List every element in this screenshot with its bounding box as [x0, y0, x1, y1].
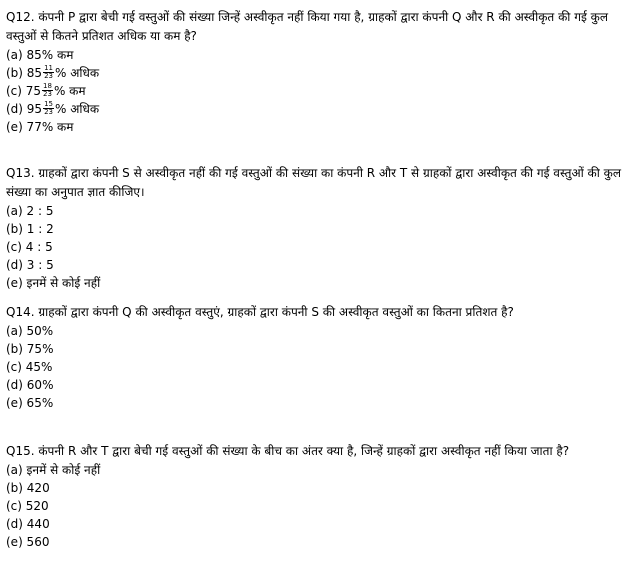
question-15-option-e: (e) 560 [6, 535, 50, 549]
question-13-option-d: (d) 3 : 5 [6, 258, 54, 272]
question-14-option-a: (a) 50% [6, 324, 54, 338]
option-c-whole: (c) 75 [6, 84, 42, 98]
option-c-denominator: 23 [43, 90, 52, 98]
question-15-text: Q15. कंपनी R और T द्वारा बेची गई वस्तुओं की संख्या के बीच का अंतर क्या है, जिन्हें ग्राहकों द्वारा अस्वीकृत नहीं किया जाता है? [6, 444, 570, 458]
question-12-option-b [6, 64, 624, 82]
option-c-suffix: % कम [53, 84, 86, 98]
question-15-option-d: (d) 440 [6, 517, 50, 531]
question-12-option-a: (a) 85% कम [6, 48, 74, 62]
option-d-suffix: % अधिक [55, 102, 100, 116]
question-14-option-e: (e) 65% [6, 396, 54, 410]
question-14 [6, 303, 624, 412]
question-15 [6, 442, 624, 551]
question-13 [6, 164, 624, 292]
question-12-option-e: (e) 77% कम [6, 120, 74, 134]
option-b-whole: (b) 85 [6, 66, 43, 80]
option-b-fraction [43, 65, 54, 80]
question-13-option-a: (a) 2 : 5 [6, 204, 54, 218]
option-b-denominator: 23 [44, 72, 53, 80]
question-13-option-b: (b) 1 : 2 [6, 222, 54, 236]
question-15-option-a: (a) इनमें से कोई नहीं [6, 463, 101, 477]
question-14-text: Q14. ग्राहकों द्वारा कंपनी Q की अस्वीकृत वस्तुएं, ग्राहकों द्वारा कंपनी S की अस्वीकृत वस्तुओं का कितना प्रतिशत है? [6, 305, 514, 319]
question-14-option-d: (d) 60% [6, 378, 54, 392]
question-12-option-d [6, 100, 624, 118]
option-c-numerator: 18 [43, 82, 52, 90]
question-15-option-b: (b) 420 [6, 481, 50, 495]
option-d-denominator: 23 [44, 108, 53, 116]
option-b-suffix: % अधिक [55, 66, 100, 80]
option-c-fraction [42, 83, 53, 98]
question-13-option-e: (e) इनमें से कोई नहीं [6, 276, 101, 290]
question-14-option-c: (c) 45% [6, 360, 53, 374]
option-d-whole: (d) 95 [6, 102, 43, 116]
option-d-fraction [43, 101, 54, 116]
option-b-numerator: 11 [44, 64, 53, 72]
question-13-option-c: (c) 4 : 5 [6, 240, 53, 254]
question-12 [6, 8, 624, 136]
question-12-option-c [6, 82, 624, 100]
question-15-option-c: (c) 520 [6, 499, 49, 513]
question-14-option-b: (b) 75% [6, 342, 54, 356]
question-13-text: Q13. ग्राहकों द्वारा कंपनी S से अस्वीकृत नहीं की गई वस्तुओं की संख्या का कंपनी R और T से ग्राहकों द्वारा अस्वीकृत की गई वस्तुओं की कुल संख्या का अनुपात ज्ञात कीजिए। [6, 166, 622, 199]
option-d-numerator: 15 [44, 100, 53, 108]
question-12-text: Q12. कंपनी P द्वारा बेची गई वस्तुओं की संख्या जिन्हें अस्वीकृत नहीं किया गया है, ग्राहकों द्वारा कंपनी Q और R की अस्वीकृत की गई कुल वस्तुओं से कितने प्रतिशत अधिक या कम है? [6, 10, 609, 43]
